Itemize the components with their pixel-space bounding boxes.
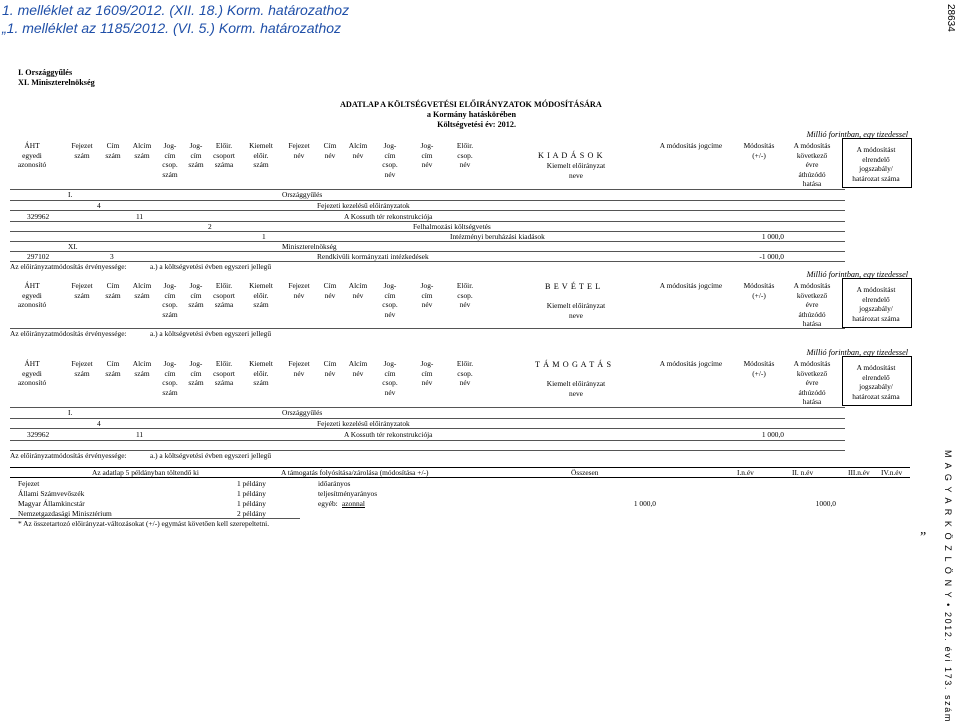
page-number: 28634 [945,4,956,32]
hdr2-cim-nev: Cím név [323,281,337,300]
quarter-1-value: 1000,0 [815,499,836,508]
row-name-1: Országgyűlés [282,190,323,199]
hdr3-cim-nev: Cím név [323,359,337,378]
section-kiadasok: K I A D Á S O K [538,151,604,160]
hdr3-kiemelt-neve: Kiemelt előirányzat neve [546,379,606,398]
row-name-5: Intézményi beruházási kiadások [450,232,545,241]
hdr2-modositas: Módosítás (+/-) [743,281,775,300]
recipient-copies-1: 1 példány [237,479,266,488]
side-journal-text: M A G Y A R K Ö Z L Ö N Y • 2012. évi 173. szám [943,450,953,723]
row-code-2: 4 [97,201,101,210]
row-code-6: XI. [68,242,78,251]
section-bevetel: B E V É T E L [545,282,601,291]
hdr2-eloir-nev: Előir. csop. név [456,281,474,309]
hdr-eloir-nev: Előir. csop. név [456,141,474,169]
recipient-name-4: Nemzetgazdasági Minisztérium [18,509,112,518]
hdr2-fejezet-szam: Fejezet szám [71,281,93,300]
osszesen-value: 1 000,0 [633,499,656,508]
hdr3-jogcim-nev: Jog- cím név [420,359,434,387]
tam-row-aht-3: 329962 [27,430,50,439]
hdr2-jogcimcsop-nev: Jog- cím csop. név [382,281,398,319]
quarter-3-label: III.n.év [848,468,870,477]
row-name-3: A Kossuth tér rekonstrukciója [344,212,433,221]
hdr2-kovetkezo: A módosítás következő évre áthúzódó hatása [793,281,831,328]
unit-label-2: Millió forintban, egy tizedessel [806,270,908,279]
section-tamogatas: T Á M O G A T Á S [535,360,612,369]
hdr2-aht: ÁHT egyedi azonosító [17,281,47,309]
hdr3-alcim-nev: Alcím név [348,359,368,378]
hdr-kovetkezo: A módosítás következő évre áthúzódó hatása [793,141,831,188]
hdr3-fejezet-szam: Fejezet szám [71,359,93,378]
option-teljesitmeny: teljesítményarányos [318,489,378,498]
hdr-alcim-nev: Alcím név [348,141,368,160]
tam-row-code-2: 4 [97,419,101,428]
support-label: A támogatás folyósítása/zárolása (módosítása +/-) [281,468,429,477]
hdr-jogcime: A módosítás jogcíme [659,141,723,150]
hdr3-jogcim-szam: Jog- cím szám [188,359,204,387]
tam-row-code-1: I. [68,408,73,417]
row-aht-7: 297102 [27,252,50,261]
copies-label: Az adatlap 5 példányban töltendő ki [92,468,199,477]
hdr3-kovetkezo: A módosítás következő évre áthúzódó hatása [793,359,831,406]
ervenyesseg-value-3: a.) a költségvetési évben egyszeri jellegű [150,451,272,460]
tam-row-name-3: A Kossuth tér rekonstrukciója [344,430,433,439]
ervenyesseg-label-3: Az előirányzatmódosítás érvényessége: [10,451,127,460]
hdr-kiemelt-neve: Kiemelt előirányzat neve [546,161,606,180]
option-egyeb: egyéb: [318,499,338,508]
form-subtitle: a Kormány hatáskörében [426,110,516,119]
hdr2-kiemelt-neve: Kiemelt előirányzat neve [546,301,606,320]
hdr3-eloir-nev: Előir. csop. név [456,359,474,387]
hdr-jogcim-nev: Jog- cím név [420,141,434,169]
hdr-elrendelo: A módosítást elrendelő jogszabály/ határozat száma [852,145,900,183]
footnote: * Az összetartozó előirányzat-változásokat (+/-) egymást követően kell szerepeltetni. [18,519,270,528]
quarter-1-label: I.n.év [737,468,754,477]
recipient-copies-4: 2 példány [237,509,266,518]
recipient-name-3: Magyar Államkincstár [18,499,85,508]
link-amendment-1185[interactable]: „1. melléklet az 1185/2012. (VI. 5.) Korm. határozathoz [2,20,342,36]
hdr-kiemelt-szam: Kiemelt előir. szám [249,141,273,169]
ervenyesseg-value-2: a.) a költségvetési évben egyszeri jellegű [150,329,272,338]
row-value-5: 1 000,0 [761,232,784,241]
tam-row-name-1: Országgyűlés [282,408,323,417]
hdr3-cim-szam: Cím szám [105,359,121,378]
org-line-1: I. Országgyűlés [18,68,73,77]
ervenyesseg-label-2: Az előirányzatmódosítás érvényessége: [10,329,127,338]
hdr-modositas: Módosítás (+/-) [743,141,775,160]
quarter-2-label: II. n.év [792,468,814,477]
row-name-2: Fejezeti kezelésű előirányzatok [317,201,410,210]
hdr2-alcim-szam: Alcím szám [132,281,152,300]
hdr3-alcim-szam: Alcím szám [132,359,152,378]
hdr-cim-nev: Cím név [323,141,337,160]
hdr2-alcim-nev: Alcím név [348,281,368,300]
hdr3-aht: ÁHT egyedi azonosító [17,359,47,387]
closing-quote: ” [920,530,927,545]
recipient-copies-3: 1 példány [237,499,266,508]
quarter-4-label: IV.n.év [881,468,903,477]
osszesen-label: Összesen [571,468,599,477]
hdr2-jogcim-szam: Jog- cím szám [188,281,204,309]
option-idoaranyos: időarányos [318,479,351,488]
hdr2-eloir-csoport: Előir. csoport száma [213,281,235,309]
hdr-jogcimcsop-nev: Jog- cím csop. név [382,141,398,179]
recipient-name-1: Fejezet [18,479,40,488]
hdr2-jogcimcsop-szam: Jog- cím csop. szám [162,281,178,319]
hdr3-jogcimcsop-nev: Jog- cím csop. név [382,359,398,397]
row-aht-3: 329962 [27,212,50,221]
hdr3-modositas: Módosítás (+/-) [743,359,775,378]
hdr-jogcimcsop-szam: Jog- cím csop. szám [162,141,178,179]
hdr-eloir-csoport: Előir. csoport száma [213,141,235,169]
hdr2-fejezet-nev: Fejezet név [288,281,310,300]
hdr2-jogcim-nev: Jog- cím név [420,281,434,309]
hdr-fejezet-szam: Fejezet szám [71,141,93,160]
hdr2-kiemelt-szam: Kiemelt előir. szám [249,281,273,309]
ervenyesseg-label-1: Az előirányzatmódosítás érvényessége: [10,262,127,271]
hdr3-eloir-csoport: Előir. csoport száma [213,359,235,387]
ervenyesseg-value-1: a.) a költségvetési évben egyszeri jellegű [150,262,272,271]
tam-row-code-3: 11 [136,430,144,439]
form-title: ADATLAP A KÖLTSÉGVETÉSI ELŐIRÁNYZATOK MÓDOSÍTÁSÁRA [340,100,602,109]
tam-row-name-2: Fejezeti kezelésű előirányzatok [317,419,410,428]
link-amendment-1609[interactable]: 1. melléklet az 1609/2012. (XII. 18.) Korm. határozathoz [2,2,350,18]
hdr-aht: ÁHT egyedi azonosító [17,141,47,169]
hdr2-jogcime: A módosítás jogcíme [659,281,723,290]
hdr2-cim-szam: Cím szám [105,281,121,300]
tam-row-value-3: 1 000,0 [761,430,784,439]
recipient-copies-2: 1 példány [237,489,266,498]
row-code-4: 2 [208,222,212,231]
row-code-3: 11 [136,212,144,221]
hdr-jogcim-szam: Jog- cím szám [188,141,204,169]
row-name-7: Rendkívüli kormányzati intézkedések [317,252,429,261]
hdr3-jogcimcsop-szam: Jog- cím csop. szám [162,359,178,397]
hdr-alcim-szam: Alcím szám [132,141,152,160]
budget-year: Költségvetési év: 2012. [437,120,516,129]
row-name-6: Miniszterelnökség [282,242,337,251]
hdr3-kiemelt-szam: Kiemelt előir. szám [249,359,273,387]
option-azonnal: azonnal [342,499,365,508]
row-name-4: Felhalmozási költségvetés [413,222,491,231]
row-code-5: 1 [262,232,266,241]
hdr3-jogcime: A módosítás jogcíme [659,359,723,368]
row-code-1: I. [68,190,73,199]
hdr3-fejezet-nev: Fejezet név [288,359,310,378]
hdr3-elrendelo: A módosítást elrendelő jogszabály/ határozat száma [852,363,900,401]
recipient-name-2: Állami Számvevőszék [18,489,85,498]
org-line-2: XI. Miniszterelnökség [18,78,95,87]
hdr-fejezet-nev: Fejezet név [288,141,310,160]
hdr-cim-szam: Cím szám [105,141,121,160]
unit-label-3: Millió forintban, egy tizedessel [806,348,908,357]
row-code-7: 3 [110,252,114,261]
unit-label-1: Millió forintban, egy tizedessel [806,130,908,139]
hdr2-elrendelo: A módosítást elrendelő jogszabály/ határozat száma [852,285,900,323]
row-value-7: -1 000,0 [759,252,784,261]
